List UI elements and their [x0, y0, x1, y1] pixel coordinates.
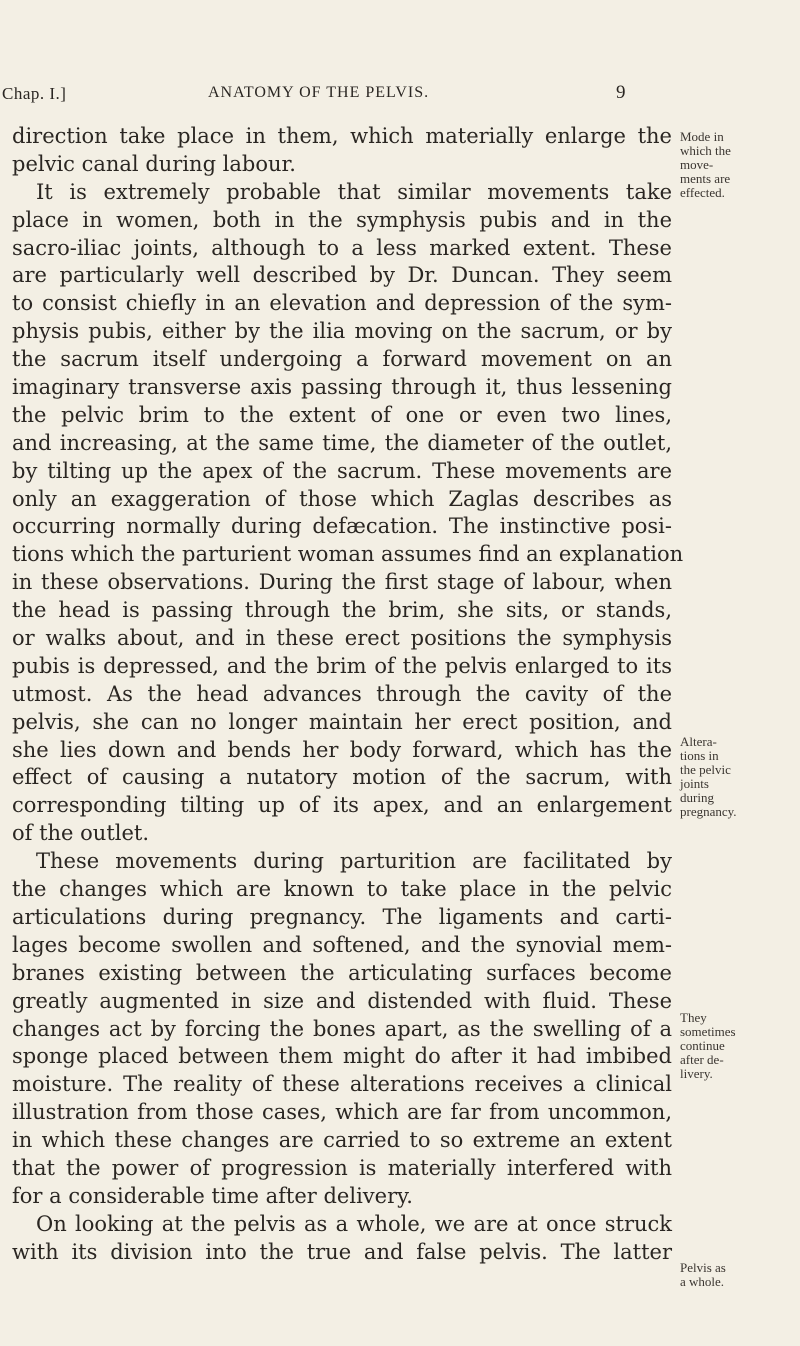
text-line: sponge placed between them might do after it had imbibed — [12, 1044, 672, 1069]
margin-note-line: Pelvis as — [680, 1260, 726, 1275]
text-line: moisture. The reality of these alterations receives a clinical — [12, 1072, 672, 1097]
text-line: that the power of progression is materially interfered with — [12, 1155, 672, 1180]
text-line: changes act by forcing the bones apart, as the swelling of a — [12, 1016, 672, 1041]
text-line: place in women, both in the symphysis pubis and in the — [12, 207, 672, 232]
text-line: in which these changes are carried to so extreme an extent — [12, 1128, 672, 1153]
margin-note-line: the pelvic — [680, 762, 731, 777]
text-line: It is extremely probable that similar movements take — [36, 179, 672, 204]
margin-note-continue-after-delivery — [680, 1011, 798, 1081]
chapter-reference: Chap. I.] — [2, 84, 67, 103]
margin-note-mode-of-movement — [680, 130, 798, 200]
text-line: or walks about, and in these erect positions the symphysis — [12, 626, 672, 651]
margin-note-line: during — [680, 790, 714, 805]
text-line: she lies down and bends her body forward, which has the — [12, 737, 672, 762]
text-line: sacro-iliac joints, although to a less marked extent. These — [12, 235, 672, 260]
text-line: the head is passing through the brim, she sits, or stands, — [12, 598, 672, 623]
text-line: with its division into the true and false pelvis. The latter — [12, 1239, 672, 1264]
text-line: greatly augmented in size and distended with fluid. These — [12, 988, 672, 1013]
text-line: to consist chiefly in an elevation and depression of the sym- — [12, 291, 672, 316]
text-line: direction take place in them, which materially enlarge the — [12, 124, 672, 148]
margin-note-line: a whole. — [680, 1274, 725, 1289]
text-line: tions which the parturient woman assumes find an explanation — [12, 542, 684, 567]
margin-note-line: Altera- — [680, 734, 717, 749]
text-line: lages become swollen and softened, and the synovial mem- — [12, 932, 672, 957]
text-line: imaginary transverse axis passing through it, thus lessening — [12, 375, 672, 400]
text-line: articulations during pregnancy. The ligaments and carti- — [12, 904, 672, 929]
text-line: effect of causing a nutatory motion of the sacrum, with — [12, 765, 672, 790]
text-line: the pelvic brim to the extent of one or even two lines, — [12, 402, 672, 427]
text-line: the changes which are known to take place in the pelvic — [12, 877, 672, 902]
margin-note-line: sometimes — [680, 1024, 736, 1039]
margin-note-line: effected. — [680, 185, 725, 200]
text-line: corresponding tilting up of its apex, and an enlargement — [12, 793, 672, 818]
margin-note-line: after de- — [680, 1052, 724, 1067]
text-line: These movements during parturition are facilitated by — [36, 849, 672, 874]
margin-note-line: joints — [680, 776, 709, 791]
margin-note-pelvis-as-whole — [680, 1261, 798, 1289]
text-line: physis pubis, either by the ilia moving on the sacrum, or by — [12, 319, 672, 344]
running-title: ANATOMY OF THE PELVIS. — [208, 84, 430, 101]
body-text — [12, 123, 684, 1267]
text-line: pubis is depressed, and the brim of the pelvis enlarged to its — [12, 653, 672, 678]
text-line: the sacrum itself undergoing a forward movement on an — [12, 347, 672, 372]
text-line: branes existing between the articulating surfaces become — [12, 960, 672, 985]
text-line: for a considerable time after delivery. — [12, 1183, 413, 1208]
margin-note-line: ments are — [680, 171, 731, 186]
margin-note-line: tions in — [680, 748, 719, 763]
text-line: of the outlet. — [12, 821, 150, 846]
text-line: pelvis, she can no longer maintain her erect position, and — [12, 709, 672, 734]
text-line: only an exaggeration of those which Zaglas describes as — [12, 486, 672, 511]
page-number: 9 — [616, 82, 626, 103]
text-line: and increasing, at the same time, the diameter of the outlet, — [12, 430, 672, 455]
text-line: by tilting up the apex of the sacrum. These movements are — [12, 458, 672, 483]
margin-note-line: which the — [680, 143, 731, 158]
text-line: On looking at the pelvis as a whole, we are at once struck — [36, 1211, 672, 1236]
text-line: occurring normally during defæcation. The instinctive posi- — [12, 514, 672, 539]
margin-note-alterations-in-pregnancy — [680, 735, 798, 819]
text-line: in these observations. During the first stage of labour, when — [12, 570, 672, 595]
text-line: pelvic canal during labour. — [12, 151, 296, 176]
text-line: are particularly well described by Dr. Duncan. They seem — [12, 263, 672, 288]
margin-note-line: Mode in — [680, 129, 724, 144]
text-line: utmost. As the head advances through the cavity of the — [12, 681, 672, 706]
margin-note-line: continue — [680, 1038, 725, 1053]
text-line: illustration from those cases, which are far from uncommon, — [12, 1100, 672, 1125]
running-head — [0, 84, 800, 108]
margin-note-line: They — [680, 1010, 707, 1025]
margin-note-line: move- — [680, 157, 714, 172]
margin-note-line: pregnancy. — [680, 804, 737, 819]
margin-note-line: livery. — [680, 1066, 713, 1081]
